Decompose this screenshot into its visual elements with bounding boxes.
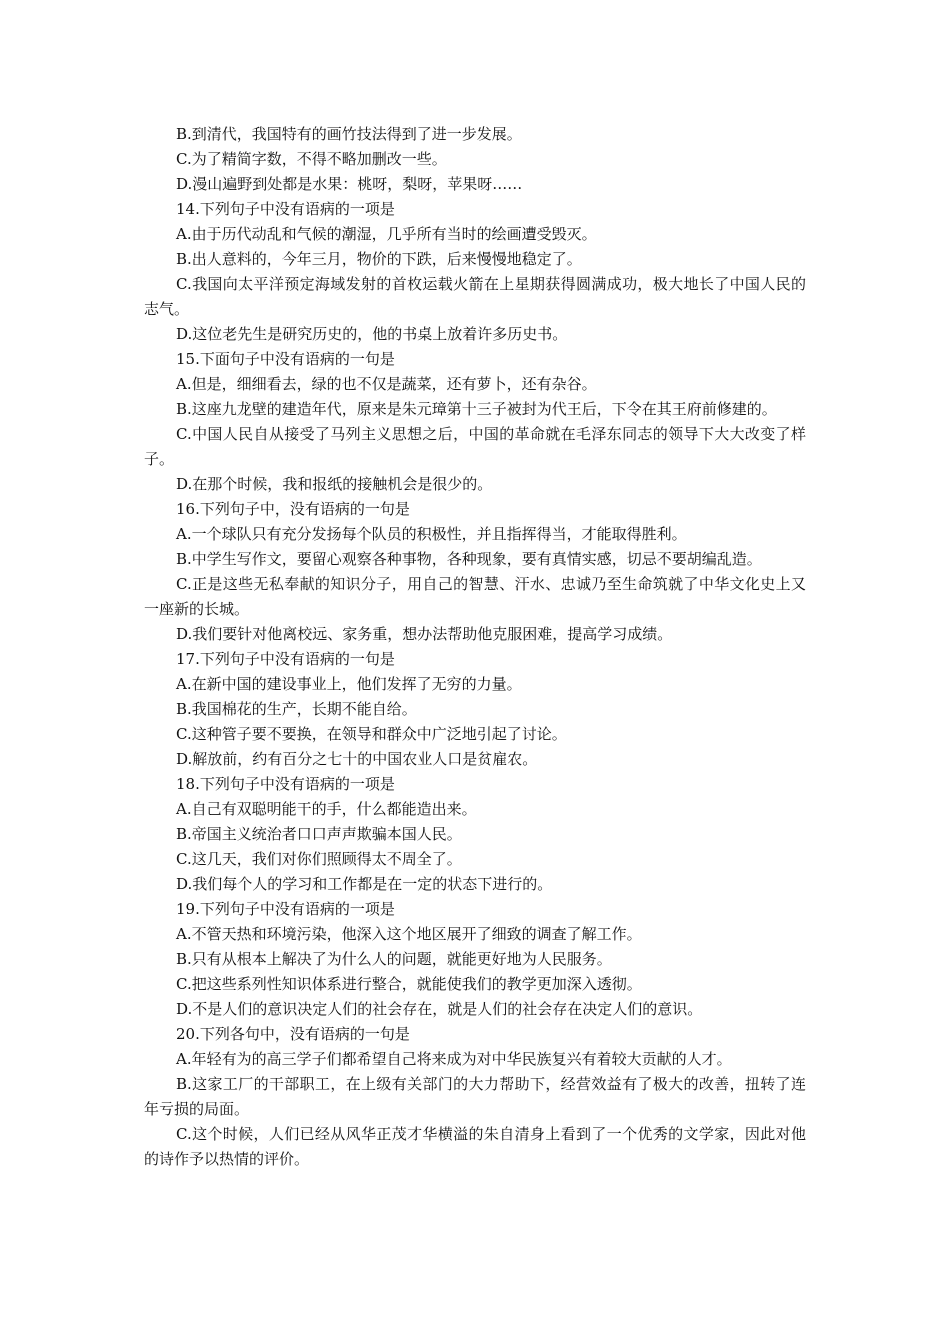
text-line: C.这个时候，人们已经从风华正茂才华横溢的朱自清身上看到了一个优秀的文学家，因此对他的诗作予以热情的评价。 <box>144 1125 806 1168</box>
text-line: D.我们要针对他离校远、家务重，想办法帮助他克服困难，提高学习成绩。 <box>176 625 673 643</box>
text-line: C.这种管子要不要换，在领导和群众中广泛地引起了讨论。 <box>176 725 567 743</box>
question-heading: 15.下面句子中没有语病的一句是 <box>176 350 395 368</box>
question-heading: 20.下列各句中，没有语病的一句是 <box>176 1025 410 1043</box>
text-line: A.一个球队只有充分发扬每个队员的积极性，并且指挥得当，才能取得胜利。 <box>176 525 687 543</box>
text-line: B.出人意料的，今年三月，物价的下跌，后来慢慢地稳定了。 <box>176 250 582 268</box>
text-line: C.中国人民自从接受了马列主义思想之后，中国的革命就在毛泽东同志的领导下大大改变了样子。 <box>144 425 806 468</box>
text-line: B.这家工厂的干部职工，在上级有关部门的大力帮助下，经营效益有了极大的改善，扭转了连年亏损的局面。 <box>144 1075 806 1118</box>
text-line: D.漫山遍野到处都是水果：桃呀，梨呀，苹果呀…… <box>176 175 523 193</box>
question-text-body <box>144 122 806 1172</box>
text-line: B.这座九龙壁的建造年代，原来是朱元璋第十三子被封为代王后，下令在其王府前修建的。 <box>176 400 777 418</box>
text-line: D.不是人们的意识决定人们的社会存在，就是人们的社会存在决定人们的意识。 <box>176 1000 703 1018</box>
text-line: C.正是这些无私奉献的知识分子，用自己的智慧、汗水、忠诚乃至生命筑就了中华文化史上又一座新的长城。 <box>144 575 806 618</box>
question-heading: 16.下列句子中，没有语病的一句是 <box>176 500 410 518</box>
text-line: A.自己有双聪明能干的手，什么都能造出来。 <box>176 800 477 818</box>
text-line: A.由于历代动乱和气候的潮湿，几乎所有当时的绘画遭受毁灭。 <box>176 225 597 243</box>
text-line: C.这几天，我们对你们照顾得太不周全了。 <box>176 850 462 868</box>
text-line: B.只有从根本上解决了为什么人的问题，就能更好地为人民服务。 <box>176 950 612 968</box>
question-heading: 17.下列句子中没有语病的一句是 <box>176 650 395 668</box>
text-line: B.中学生写作文，要留心观察各种事物，各种现象，要有真情实感，切忌不要胡编乱造。 <box>176 550 762 568</box>
text-line: D.这位老先生是研究历史的，他的书桌上放着许多历史书。 <box>176 325 568 343</box>
text-line: D.我们每个人的学习和工作都是在一定的状态下进行的。 <box>176 875 553 893</box>
text-line: C.我国向太平洋预定海域发射的首枚运载火箭在上星期获得圆满成功，极大地长了中国人民的志气。 <box>144 275 806 318</box>
text-line: B.帝国主义统治者口口声声欺骗本国人民。 <box>176 825 462 843</box>
question-heading: 18.下列句子中没有语病的一项是 <box>176 775 395 793</box>
text-line: D.在那个时候，我和报纸的接触机会是很少的。 <box>176 475 493 493</box>
text-line: A.不管天热和环境污染，他深入这个地区展开了细致的调查了解工作。 <box>176 925 642 943</box>
text-line: C.把这些系列性知识体系进行整合，就能使我们的教学更加深入透彻。 <box>176 975 642 993</box>
text-line: C.为了精简字数，不得不略加删改一些。 <box>176 150 447 168</box>
text-line: D.解放前，约有百分之七十的中国农业人口是贫雇农。 <box>176 750 538 768</box>
text-line: A.年轻有为的高三学子们都希望自己将来成为对中华民族复兴有着较大贡献的人才。 <box>176 1050 732 1068</box>
question-heading: 19.下列句子中没有语病的一项是 <box>176 900 395 918</box>
text-line: B.到清代，我国特有的画竹技法得到了进一步发展。 <box>176 125 522 143</box>
text-line: A.在新中国的建设事业上，他们发挥了无穷的力量。 <box>176 675 522 693</box>
question-heading: 14.下列句子中没有语病的一项是 <box>176 200 395 218</box>
text-line: A.但是，细细看去，绿的也不仅是蔬菜，还有萝卜，还有杂谷。 <box>176 375 597 393</box>
text-line: B.我国棉花的生产，长期不能自给。 <box>176 700 417 718</box>
